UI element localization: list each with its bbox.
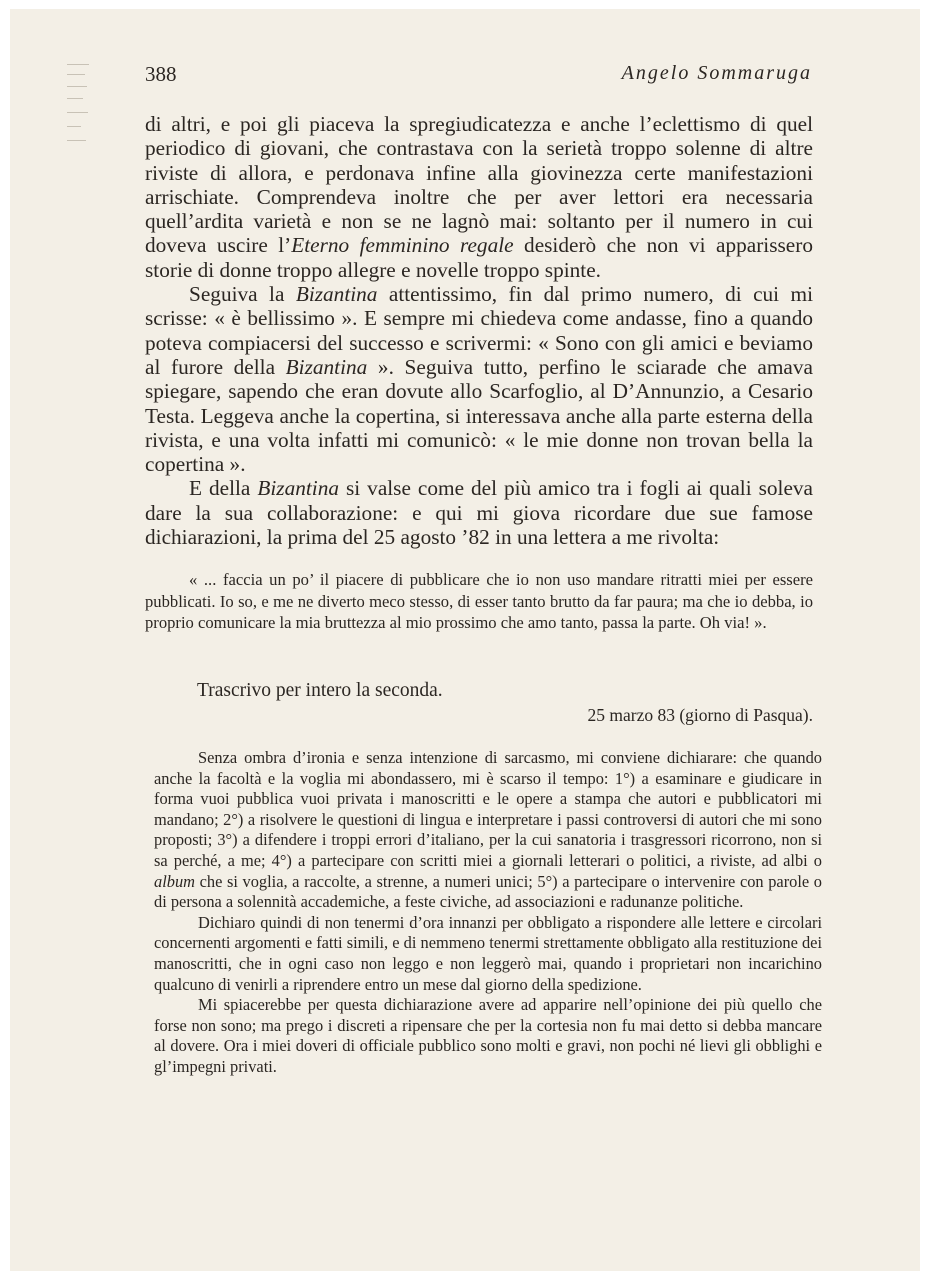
letter-dateline: 25 marzo 83 (giorno di Pasqua).	[587, 705, 813, 725]
quote-text: « ... faccia un po’ il piacere di pubblicare che io non uso mandare ritratti miei per essere pubblicati. Io so, e me ne diverto meco stesso, di esser tanto brutto da far paura; ma che io debba, io proprio comunicare la mia bruttezza al mio prossimo che amo tanto, passa la parte. Oh via! ».	[145, 570, 813, 633]
transcribe-line: Trascrivo per intero la seconda.	[197, 680, 443, 701]
paragraph: Seguiva la Bizantina attentissimo, fin dal primo numero, di cui mi scrisse: « è bellissimo ». E sempre mi chiedeva come andasse, fino a quando poteva compiacersi del successo e scrivermi: « Sono con gli amici e beviamo al furore della Bizantina ». Seguiva tutto, perfino le sciarade che amava spiegare, sapendo che eran dovute allo Scarfoglio, al D’Annunzio, a Cesario Testa. Leggeva anche la copertina, si interessava anche alla parte esterna della rivista, e una volta infatti mi comunicò: « le mie donne non trovan bella la copertina ».	[145, 282, 813, 477]
page-header	[145, 62, 812, 92]
margin-pencil-marks	[67, 64, 91, 150]
block-quote	[145, 569, 813, 634]
paragraph: E della Bizantina si valse come del più amico tra i fogli ai quali soleva dare la sua collaborazione: e qui mi giova ricordare due sue famose dichiarazioni, la prima del 25 agosto ’82 in una lettera a me rivolta:	[145, 476, 814, 550]
letter-paragraph: Mi spiacerebbe per questa dichiarazione avere ad apparire nell’opinione dei più quello che forse non sono; ma prego i discreti a ripensare che per la cortesia non fu mai detto si debba mancare al dovere. Ora i miei doveri di officiale pubblico sono molti e gravi, non pochi né lievi gli obblighi e gl’impegni privati.	[154, 995, 822, 1076]
running-head: Angelo Sommaruga	[621, 62, 812, 84]
letter-paragraph: Senza ombra d’ironia e senza intenzione di sarcasmo, mi conviene dichiarare: che quando anche la facoltà e la voglia mi abondassero, mi è scarso il tempo: 1°) a esaminare e giudicare in forma vuoi pubblica vuoi privata i manoscritti e le opere a stampa che autori e pubblicatori mi mandano; 2°) a risolvere le questioni di lingua e interpretare i passi controversi di autori che mi sono proposti; 3°) a difendere i troppi errori d’italiano, per la cui sanatoria i trasgressori ricorrono, non si sa perché, a me; 4°) a partecipare con scritti miei a giornali letterari o politici, a riviste, ad albi o album che si voglia, a raccolte, a strenne, a numeri unici; 5°) a partecipare o intervenire con parole o di persona a solennità accademiche, a feste civiche, ad associazioni e radunanze politiche.	[154, 748, 822, 912]
letter-paragraph: Dichiaro quindi di non tenermi d’ora innanzi per obbligato a rispondere alle lettere e circolari concernenti argomenti e fatti simili, e di nemmeno tenermi strettamente obbligato alla restituzione dei manoscritti, che in ogni caso non leggo e non leggerò mai, quando i proprietari non incarichino qualcuno di venirli a riprendere entro un mese dal giorno della spedizione.	[154, 912, 822, 994]
main-text	[145, 112, 813, 549]
page-number: 388	[145, 62, 177, 86]
page-sheet	[10, 9, 920, 1271]
paragraph: di altri, e poi gli piaceva la spregiudicatezza e anche l’eclettismo di quel periodico di giovani, che contrastava con la serietà troppo solenne di altre riviste di allora, e perdonava infine alla giovinezza certe manifestazioni arrischiate. Comprendeva inoltre che per aver lettori era necessaria quell’ardita varietà e non se ne lagnò mai: soltanto per il numero in cui doveva uscire l’Eterno femminino regale desiderò che non vi apparissero storie di donne troppo allegre e novelle troppo spinte.	[145, 112, 813, 282]
letter-text	[154, 748, 822, 1078]
